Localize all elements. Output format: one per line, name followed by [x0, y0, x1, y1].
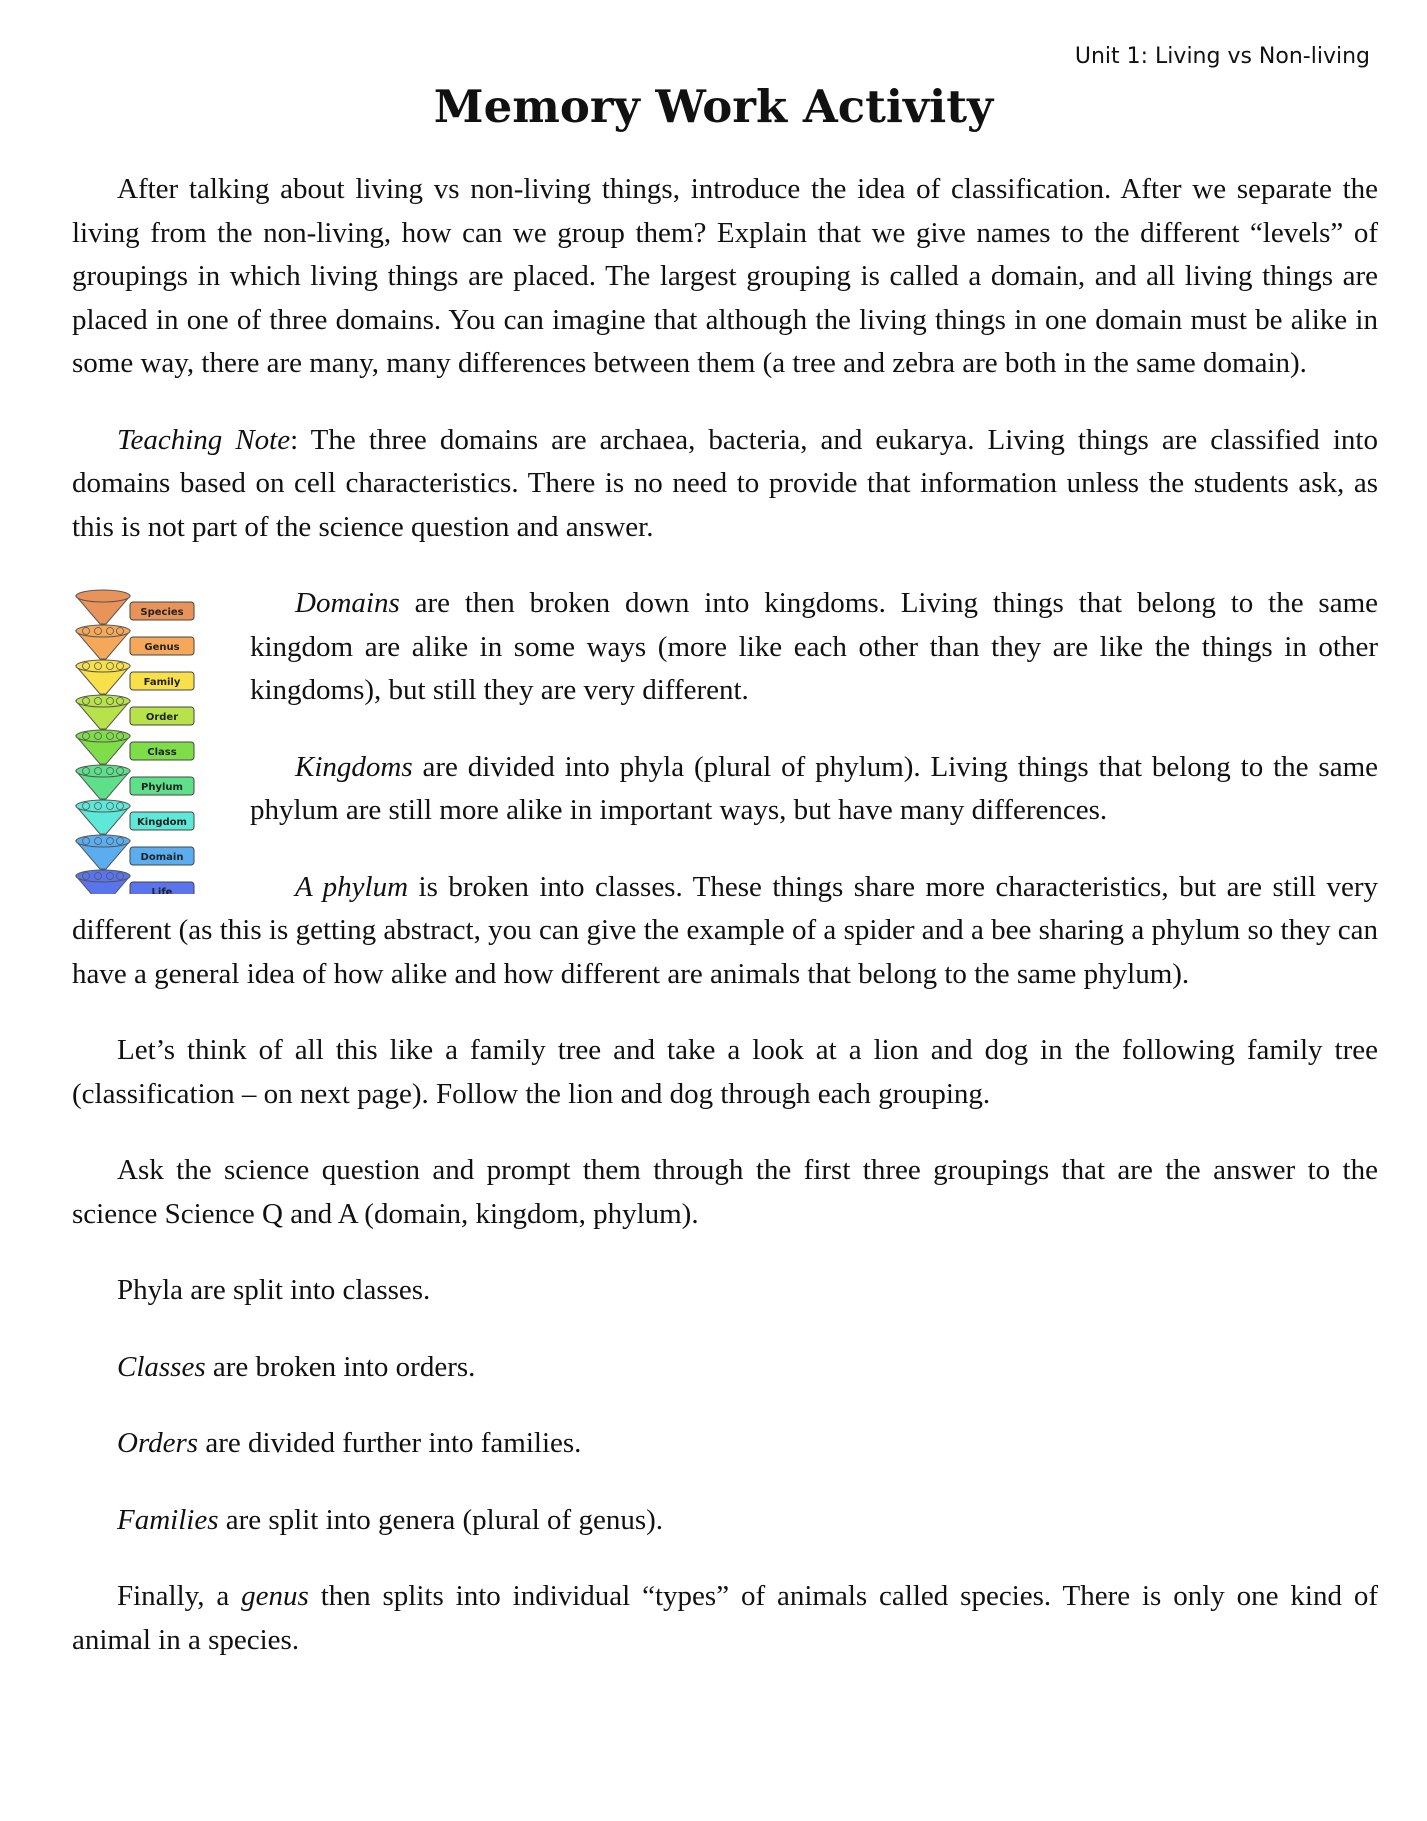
- level-domain: [76, 835, 194, 869]
- level-cone-top: [76, 590, 130, 602]
- level-family: [76, 660, 194, 694]
- level-label: Genus: [144, 642, 180, 653]
- document-body: [72, 168, 1378, 1662]
- level-label: Kingdom: [137, 817, 187, 828]
- level-order: [76, 695, 194, 729]
- level-cone-top: [76, 870, 130, 882]
- paragraph-domains: Domains are then broken down into kingdoms. Living things that belong to the same kingdom are alike in some ways (more like each other than they are like the things in other kingdoms), but still they are very different.: [250, 587, 1378, 706]
- paragraph-phyla: Phyla are split into classes.: [117, 1274, 431, 1306]
- classification-figure: [72, 584, 230, 894]
- level-cone-top: [76, 800, 130, 812]
- paragraph-intro: After talking about living vs non-living things, introduce the idea of classification. After we separate the living from the non-living, how can we group them? Explain that we give names to the different “levels” of groupings in which living things are placed. The largest grouping is called a domain, and all living things are placed in one of three domains. You can imagine that although the living things in one domain must be alike in some way, there are many, many differences between them (a tree and zebra are both in the same domain).: [72, 173, 1378, 379]
- paragraph-classes: Classes are broken into orders.: [117, 1350, 476, 1383]
- level-cone-top: [76, 625, 130, 637]
- level-kingdom: [76, 800, 194, 834]
- paragraph-kingdoms: Kingdoms are divided into phyla (plural of phylum). Living things that belong to the same phylum are still more alike in important ways, but have many differences.: [250, 750, 1378, 826]
- level-genus: [76, 625, 194, 659]
- paragraph-families: Families are split into genera (plural of genus).: [117, 1503, 664, 1536]
- level-label: Class: [147, 747, 177, 758]
- level-label: Phylum: [141, 782, 183, 793]
- level-class: [76, 730, 194, 764]
- level-cone-top: [76, 835, 130, 847]
- level-label: Family: [143, 677, 181, 688]
- paragraph-orders: Orders are divided further into families.: [117, 1427, 582, 1459]
- level-label: Species: [140, 607, 184, 618]
- paragraph-family-tree: Let’s think of all this like a family tree and take a look at a lion and dog in the following family tree (classification – on next page). Follow the lion and dog through each grouping.: [72, 1034, 1378, 1110]
- classification-levels-diagram: [72, 584, 230, 894]
- level-species: [76, 590, 194, 624]
- unit-header: Unit 1: Living vs Non-living: [1074, 44, 1370, 69]
- figure-section: [72, 582, 1378, 1029]
- level-cone-top: [76, 660, 130, 672]
- paragraph-genus: Finally, a genus then splits into individual “types” of animals called species. There is only one kind of animal in a species.: [72, 1580, 1378, 1656]
- page-title: Memory Work Activity: [433, 80, 994, 133]
- level-life: [76, 870, 194, 894]
- level-label: Order: [145, 712, 179, 723]
- paragraph-science-question: Ask the science question and prompt them through the first three groupings that are the answer to the science Science Q and A (domain, kingdom, phylum).: [72, 1154, 1378, 1230]
- paragraph-phylum: A phylum is broken into classes. These things share more characteristics, but are still very different (as this is getting abstract, you can give the example of a spider and a bee sharing a phylum so they can have a general idea of how alike and how different are animals that belong to the same phylum).: [72, 870, 1379, 990]
- level-cone-top: [76, 765, 130, 777]
- paragraph-teaching-note: Teaching Note: The three domains are archaea, bacteria, and eukarya. Living things are classified into domains based on cell characteristics. There is no need to provide that information unless the students ask, as this is not part of the science question and answer.: [72, 423, 1378, 543]
- teaching-note-label: Teaching Note: [117, 423, 291, 456]
- level-label: Domain: [140, 852, 184, 863]
- level-label: Life: [151, 887, 173, 894]
- level-phylum: [76, 765, 194, 799]
- level-cone-top: [76, 730, 130, 742]
- level-cone-top: [76, 695, 130, 707]
